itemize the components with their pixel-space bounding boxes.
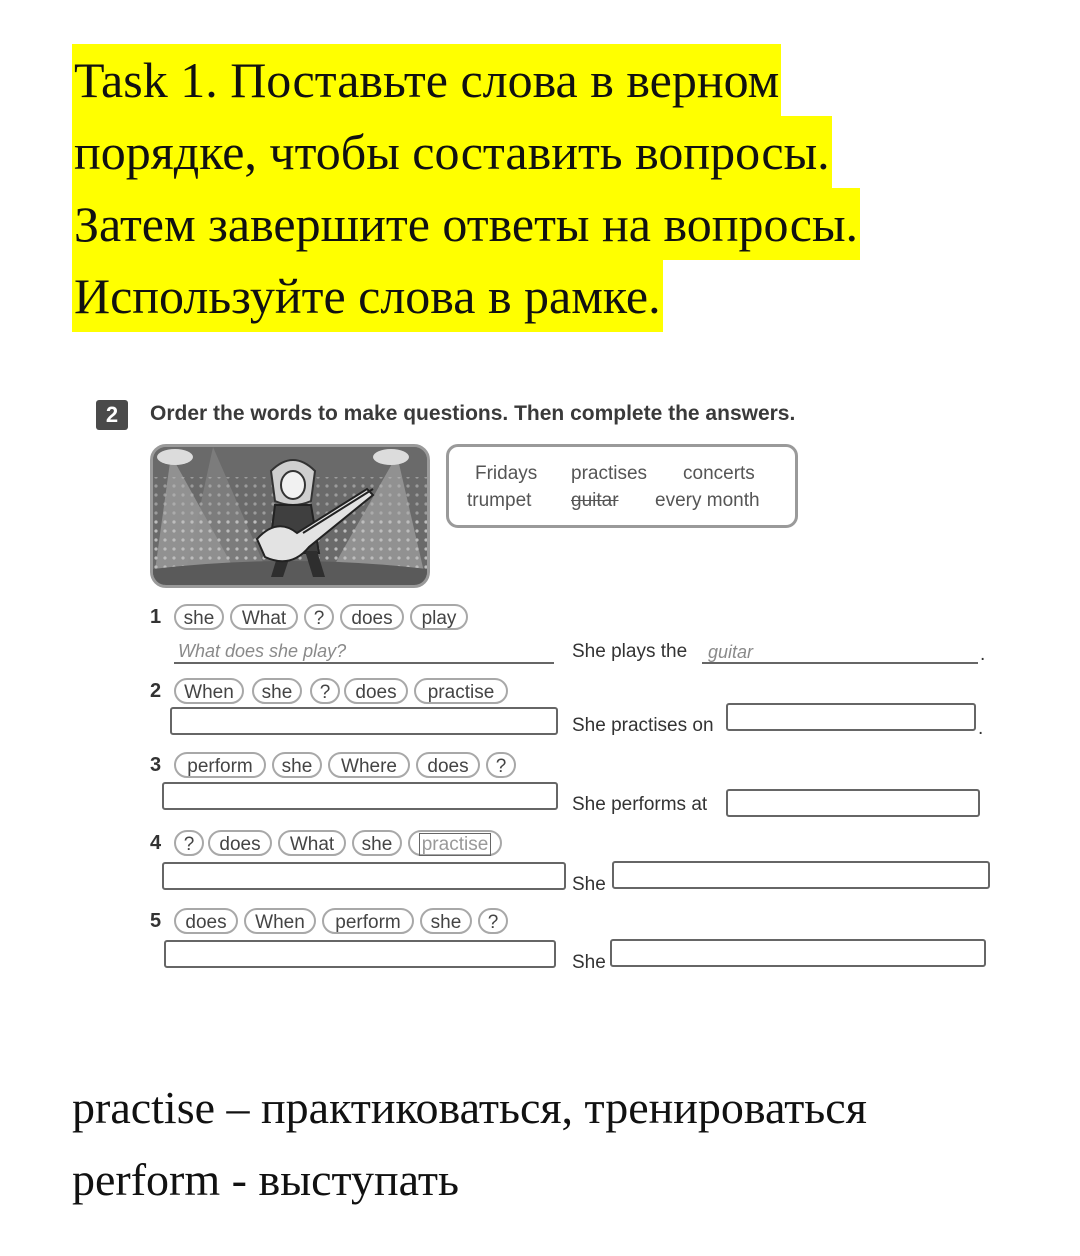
task-line-2: порядке, чтобы составить вопросы.: [72, 116, 832, 188]
word-chip: does: [344, 678, 408, 704]
word-chip: does: [208, 830, 272, 856]
word-chip: When: [244, 908, 316, 934]
answer-box[interactable]: [610, 939, 986, 967]
exercise-instruction: Order the words to make questions. Then complete the answers.: [150, 402, 796, 425]
word-box-item: Fridays: [475, 463, 538, 484]
word-chip: ?: [486, 752, 516, 778]
glossary-line-2: perform - выступать: [72, 1154, 459, 1205]
question-answer-box[interactable]: [162, 782, 558, 810]
question-number: 1: [150, 606, 162, 628]
word-chip: she: [252, 678, 302, 704]
answer-prefix: She: [572, 874, 606, 895]
answer-box[interactable]: [726, 703, 976, 731]
question-answer-box[interactable]: [162, 862, 566, 890]
question-number: 5: [150, 910, 162, 932]
question-number: 3: [150, 754, 162, 776]
word-chip: ?: [478, 908, 508, 934]
word-chip: What: [230, 604, 298, 630]
word-chip-faded: [408, 830, 502, 856]
answer-prefix: She plays the: [572, 641, 688, 662]
answer-period: .: [980, 644, 986, 665]
word-box: [446, 444, 798, 528]
answer-period: .: [978, 718, 984, 739]
task-line-1: Task 1. Поставьте слова в верном: [72, 44, 781, 116]
word-chip: perform: [322, 908, 414, 934]
answer-prefix: She: [572, 952, 606, 973]
word-chip: Where: [328, 752, 410, 778]
answer-prefix: She practises on: [572, 715, 714, 736]
glossary: [72, 1072, 867, 1216]
question-answer-box[interactable]: [164, 940, 556, 968]
word-chip: she: [174, 604, 224, 630]
question-number: 2: [150, 680, 162, 702]
word-chip: perform: [174, 752, 266, 778]
word-chip: does: [340, 604, 404, 630]
word-chip-faded-label: practise: [419, 833, 492, 856]
word-chip: ?: [304, 604, 334, 630]
question-answer-box[interactable]: [170, 707, 558, 735]
word-chip: ?: [310, 678, 340, 704]
word-chip: practise: [414, 678, 508, 704]
question-number: 4: [150, 832, 162, 854]
task-heading: [72, 44, 1032, 332]
word-box-item: concerts: [683, 463, 755, 484]
glossary-line-1: practise – практиковаться, тренироваться: [72, 1082, 867, 1133]
word-chip: does: [174, 908, 238, 934]
word-box-item: practises: [571, 463, 648, 484]
word-box-item: every month: [655, 490, 760, 511]
example-question: What does she play?: [178, 641, 347, 661]
word-chip: she: [272, 752, 322, 778]
word-chip: does: [416, 752, 480, 778]
answer-line: [702, 662, 978, 664]
example-answer: guitar: [708, 642, 754, 662]
word-chip: What: [278, 830, 346, 856]
word-chip: she: [420, 908, 472, 934]
word-chip: ?: [174, 830, 204, 856]
answer-box[interactable]: [612, 861, 990, 889]
word-box-item: trumpet: [467, 490, 532, 511]
word-chip: When: [174, 678, 244, 704]
exercise: [96, 398, 996, 988]
task-line-3: Затем завершите ответы на вопросы.: [72, 188, 860, 260]
word-chip: play: [410, 604, 468, 630]
task-line-4: Используйте слова в рамке.: [72, 260, 663, 332]
answer-box[interactable]: [726, 789, 980, 817]
word-box-item-crossed: guitar: [571, 490, 619, 511]
exercise-number: 2: [96, 400, 128, 430]
word-chip: she: [352, 830, 402, 856]
question-line: [174, 662, 554, 664]
answer-prefix: She performs at: [572, 794, 708, 815]
guitarist-illustration: [150, 444, 430, 588]
